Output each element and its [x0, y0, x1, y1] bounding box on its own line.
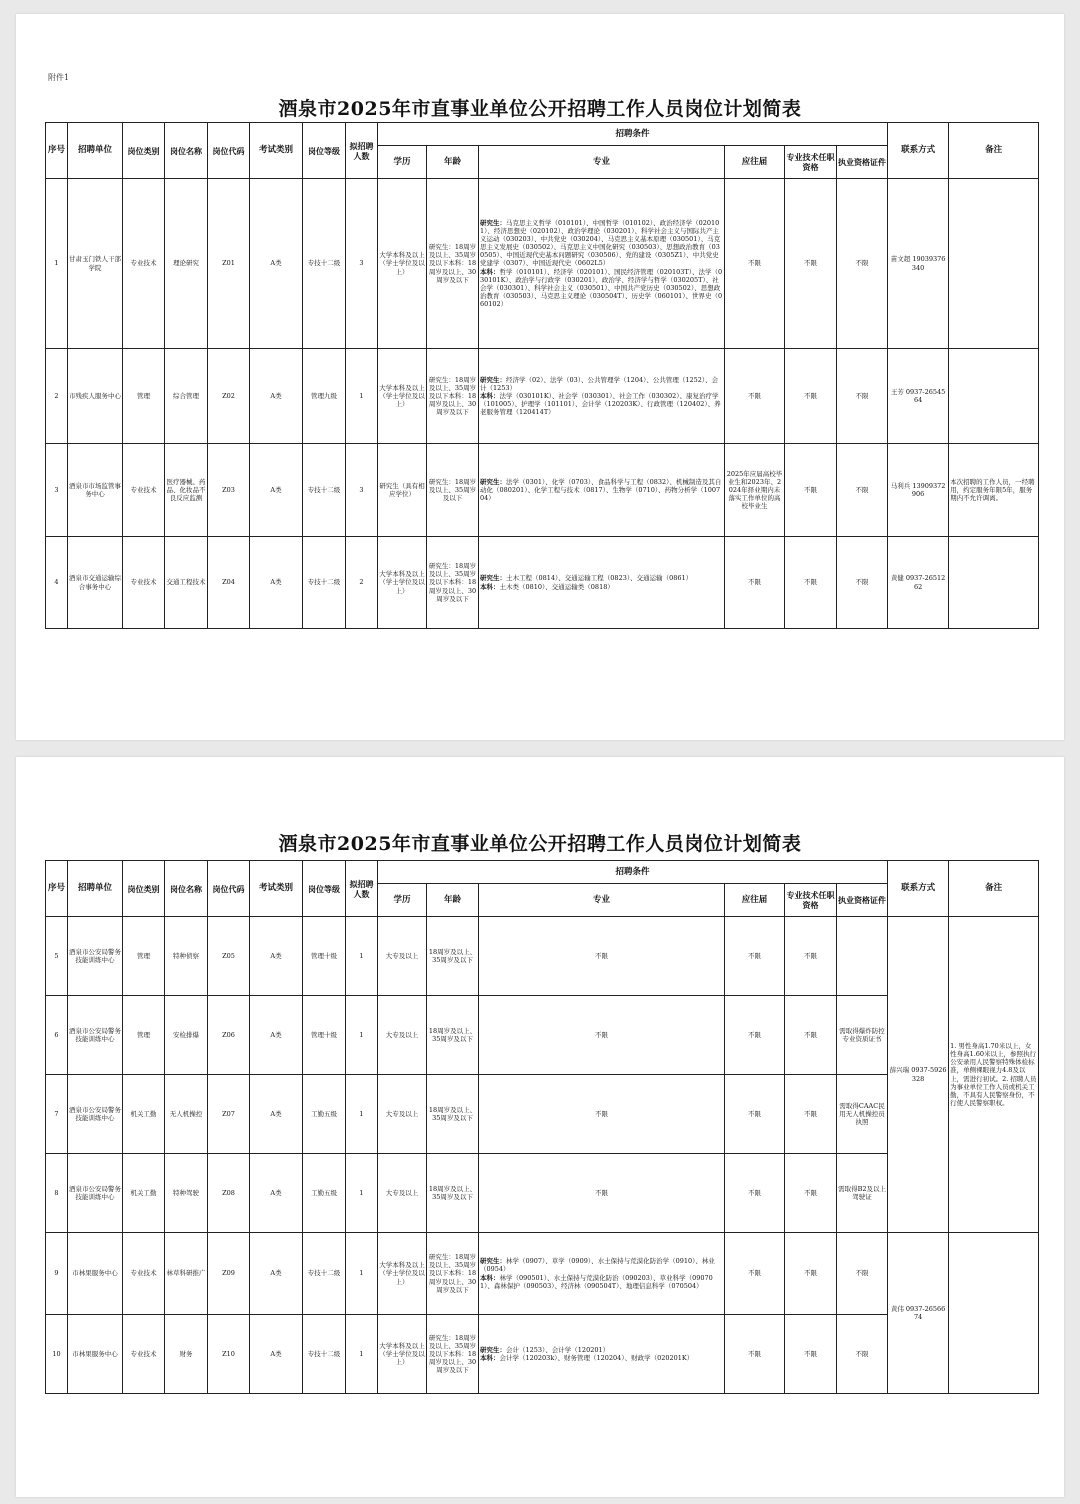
- cell-education: 大专及以上: [378, 1154, 427, 1233]
- cell-name: 特种驾驶: [165, 1154, 208, 1233]
- cell-fresh: 不限: [725, 1315, 785, 1394]
- header-unit: 招聘单位: [68, 861, 123, 917]
- header-category: 岗位类别: [123, 123, 165, 179]
- cell-name: 林草科研推广: [165, 1233, 208, 1315]
- cell-major: [479, 349, 725, 444]
- positions-table-2: [45, 860, 1039, 1394]
- cell-fresh: 不限: [725, 1233, 785, 1315]
- header-education: 学历: [378, 884, 427, 917]
- header-fresh: 应往届: [725, 884, 785, 917]
- cell-remarks: [949, 1233, 1039, 1394]
- cell-education: 研究生（具有相应学位）: [378, 444, 427, 537]
- header-education: 学历: [378, 146, 427, 179]
- cell-fresh: 不限: [725, 996, 785, 1075]
- cell-age: 18周岁及以上、35周岁及以下: [427, 1154, 479, 1233]
- cell-grade: 专技十二级: [303, 1233, 346, 1315]
- major-ug-text: 土木类（0810）、交通运输类（0818）: [499, 582, 614, 591]
- major-grad-label: 研究生：: [480, 477, 506, 486]
- cell-grade: 管理十级: [303, 917, 346, 996]
- cell-name: 综合管理: [165, 349, 208, 444]
- cell-name: 医疗器械、药品、化妆品不良反应监测: [165, 444, 208, 537]
- cell-license: 不限: [837, 179, 888, 349]
- cell-count: 1: [346, 1233, 378, 1315]
- cell-education: 大专及以上: [378, 917, 427, 996]
- cell-seq: 7: [46, 1075, 68, 1154]
- cell-tech-title: 不限: [785, 1154, 837, 1233]
- header-conditions: 招聘条件: [378, 123, 888, 146]
- header-grade: 岗位等级: [303, 123, 346, 179]
- cell-fresh: 2025年应届高校毕业生和2023年、2024年择业期内未落实工作单位的高校毕业生: [725, 444, 785, 537]
- cell-seq: 2: [46, 349, 68, 444]
- cell-name: 特种侦察: [165, 917, 208, 996]
- major-ug-label: 本科：: [480, 582, 500, 591]
- table-row: [46, 537, 1039, 629]
- cell-license: 不限: [837, 349, 888, 444]
- major-grad-text: 林学（0907）、草学（0909）、水土保持与荒漠化防治学（0910）、林业（0954）: [480, 1257, 715, 1274]
- header-code: 岗位代码: [208, 861, 250, 917]
- cell-contact: 黄伟 0937-2656674: [888, 1233, 949, 1394]
- cell-exam: A类: [250, 444, 303, 537]
- cell-grade: 专技十二级: [303, 537, 346, 629]
- document-page-2: [16, 757, 1064, 1497]
- document-page-1: [16, 14, 1064, 740]
- cell-count: 1: [346, 1315, 378, 1394]
- cell-license: [837, 917, 888, 996]
- cell-category: 管理: [123, 917, 165, 996]
- cell-category: 专业技术: [123, 1233, 165, 1315]
- cell-remarks: 本次招聘的工作人员，一经聘用，约定服务年限5年，服务期内不允许调离。: [949, 444, 1039, 537]
- cell-fresh: 不限: [725, 1154, 785, 1233]
- positions-table-1: [45, 122, 1039, 629]
- cell-name: 理论研究: [165, 179, 208, 349]
- cell-license: 不限: [837, 1233, 888, 1315]
- cell-code: Z09: [208, 1233, 250, 1315]
- cell-license: 需取得CAAC民用无人机操控员执照: [837, 1075, 888, 1154]
- cell-age: 研究生：18周岁及以上、35周岁及以下本科：18周岁及以上、30周岁及以下: [427, 1233, 479, 1315]
- header-tech-title: 专业技术任职资格: [785, 884, 837, 917]
- cell-code: Z03: [208, 444, 250, 537]
- cell-age: 研究生：18周岁及以上、35周岁及以下本科：18周岁及以上、30周岁及以下: [427, 349, 479, 444]
- cell-code: Z01: [208, 179, 250, 349]
- cell-grade: 管理十级: [303, 996, 346, 1075]
- cell-education: 大学本科及以上（学士学位及以上）: [378, 1233, 427, 1315]
- cell-fresh: 不限: [725, 1075, 785, 1154]
- cell-age: 研究生：18周岁及以上、35周岁及以下: [427, 444, 479, 537]
- cell-unit: 酒泉市公安局警务技能训练中心: [68, 996, 123, 1075]
- cell-tech-title: 不限: [785, 917, 837, 996]
- cell-tech-title: 不限: [785, 537, 837, 629]
- cell-unit: 酒泉市公安局警务技能训练中心: [68, 917, 123, 996]
- cell-count: 1: [346, 1154, 378, 1233]
- major-grad-label: 研究生：: [480, 1257, 506, 1266]
- cell-license: 不限: [837, 444, 888, 537]
- cell-education: 大专及以上: [378, 1075, 427, 1154]
- cell-education: 大学本科及以上（学士学位及以上）: [378, 179, 427, 349]
- cell-count: 2: [346, 537, 378, 629]
- cell-tech-title: 不限: [785, 1315, 837, 1394]
- table-row: [46, 444, 1039, 537]
- header-conditions: 招聘条件: [378, 861, 888, 884]
- cell-grade: 专技十二级: [303, 179, 346, 349]
- cell-seq: 10: [46, 1315, 68, 1394]
- cell-contact: 马利兵 13909372906: [888, 444, 949, 537]
- major-grad-text: 法学（0301）、化学（0703）、食品科学与工程（0832）、机械制造及其自动化（080201）、化学工程与技术（0817）、生物学（0710）、药物分析学（100704）: [480, 477, 722, 503]
- page-title: 酒泉市2025年市直事业单位公开招聘工作人员岗位计划简表: [278, 98, 802, 120]
- cell-seq: 4: [46, 537, 68, 629]
- cell-tech-title: 不限: [785, 1233, 837, 1315]
- major-grad-text: 经济学（02）、法学（03）、公共管理学（1204）、公共管理（1252）、会计（1253）: [480, 375, 719, 392]
- cell-major: [479, 1315, 725, 1394]
- cell-unit: 酒泉市公安局警务技能训练中心: [68, 1075, 123, 1154]
- cell-seq: 3: [46, 444, 68, 537]
- cell-seq: 5: [46, 917, 68, 996]
- cell-remarks: [949, 179, 1039, 349]
- cell-grade: 专技十二级: [303, 1315, 346, 1394]
- header-unit: 招聘单位: [68, 123, 123, 179]
- cell-count: 1: [346, 1075, 378, 1154]
- header-exam: 考试类别: [250, 861, 303, 917]
- header-contact: 联系方式: [888, 861, 949, 917]
- cell-age: 研究生：18周岁及以上、35周岁及以下本科：18周岁及以上、30周岁及以下: [427, 537, 479, 629]
- header-count: 拟招聘人数: [346, 123, 378, 179]
- cell-code: Z07: [208, 1075, 250, 1154]
- header-license: 执业资格证件: [837, 884, 888, 917]
- header-exam: 考试类别: [250, 123, 303, 179]
- major-ug-label: 本科：: [480, 267, 500, 276]
- header-seq: 序号: [46, 861, 68, 917]
- cell-exam: A类: [250, 1154, 303, 1233]
- cell-seq: 9: [46, 1233, 68, 1315]
- table-row: [46, 179, 1039, 349]
- header-fresh: 应往届: [725, 146, 785, 179]
- cell-grade: 工勤五级: [303, 1154, 346, 1233]
- cell-seq: 8: [46, 1154, 68, 1233]
- cell-code: Z06: [208, 996, 250, 1075]
- cell-tech-title: 不限: [785, 996, 837, 1075]
- header-code: 岗位代码: [208, 123, 250, 179]
- cell-name: 安检排爆: [165, 996, 208, 1075]
- major-grad-text: 土木工程（0814）、交通运输工程（0823）、交通运输（0861）: [506, 574, 693, 583]
- cell-exam: A类: [250, 1075, 303, 1154]
- cell-unit: 酒泉市公安局警务技能训练中心: [68, 1154, 123, 1233]
- cell-code: Z08: [208, 1154, 250, 1233]
- cell-major: 不限: [479, 996, 725, 1075]
- cell-age: 研究生：18周岁及以上、35周岁及以下本科：18周岁及以上、30周岁及以下: [427, 179, 479, 349]
- cell-category: 管理: [123, 349, 165, 444]
- cell-fresh: 不限: [725, 349, 785, 444]
- header-age: 年龄: [427, 146, 479, 179]
- cell-unit: 甘肃玉门铁人干部学院: [68, 179, 123, 349]
- cell-exam: A类: [250, 349, 303, 444]
- cell-tech-title: 不限: [785, 444, 837, 537]
- cell-category: 专业技术: [123, 1315, 165, 1394]
- table-row: [46, 917, 1039, 996]
- major-ug-text: 林学（090501）、水土保持与荒漠化防治（090203）、草业科学（090701）、森林保护（090503）、经济林（090504T）、地理信息科学（070504）: [480, 1273, 713, 1290]
- cell-contact: 苗文超 19039376340: [888, 179, 949, 349]
- cell-tech-title: 不限: [785, 349, 837, 444]
- table-row: [46, 349, 1039, 444]
- cell-remarks: 1. 男性身高1.70米以上，女性身高1.60米以上，参照执行公安录用人民警察特殊体检标准，单侧裸眼视力4.8及以上，需进行初试。2. 招聘人员为事业单位工作人员或机关工勤，不具有人民警察身份，不行使人民警察职权。: [949, 917, 1039, 1233]
- cell-age: 18周岁及以上、35周岁及以下: [427, 1075, 479, 1154]
- header-remarks: 备注: [949, 123, 1039, 179]
- major-grad-label: 研究生：: [480, 218, 506, 227]
- cell-category: 专业技术: [123, 179, 165, 349]
- major-grad-label: 研究生：: [480, 1345, 506, 1354]
- cell-seq: 1: [46, 179, 68, 349]
- cell-contact: 黄健 0937-2651262: [888, 537, 949, 629]
- cell-name: 交通工程技术: [165, 537, 208, 629]
- cell-fresh: 不限: [725, 917, 785, 996]
- cell-exam: A类: [250, 537, 303, 629]
- cell-major: [479, 444, 725, 537]
- cell-major: [479, 1233, 725, 1315]
- major-ug-text: 会计学（120203k）、财务管理（120204）、财政学（020201K）: [499, 1354, 694, 1362]
- cell-fresh: 不限: [725, 179, 785, 349]
- cell-grade: 专技十二级: [303, 444, 346, 537]
- cell-exam: A类: [250, 1233, 303, 1315]
- cell-major: [479, 537, 725, 629]
- cell-count: 1: [346, 996, 378, 1075]
- cell-major: 不限: [479, 1154, 725, 1233]
- cell-exam: A类: [250, 1315, 303, 1394]
- header-category: 岗位类别: [123, 861, 165, 917]
- header-license: 执业资格证件: [837, 146, 888, 179]
- cell-exam: A类: [250, 179, 303, 349]
- cell-category: 专业技术: [123, 537, 165, 629]
- header-major: 专业: [479, 146, 725, 179]
- cell-code: Z04: [208, 537, 250, 629]
- cell-count: 1: [346, 349, 378, 444]
- cell-category: 机关工勤: [123, 1075, 165, 1154]
- cell-count: 3: [346, 444, 378, 537]
- attachment-label: 附件1: [48, 73, 70, 82]
- cell-grade: 工勤五级: [303, 1075, 346, 1154]
- cell-count: 3: [346, 179, 378, 349]
- cell-tech-title: 不限: [785, 179, 837, 349]
- cell-fresh: 不限: [725, 537, 785, 629]
- cell-tech-title: 不限: [785, 1075, 837, 1154]
- major-ug-text: 法学（030101K）、社会学（030301）、社会工作（030302）、康复治疗学（101005）、护理学（101101）、会计学（120203K）、行政管理（120402）、养老服务管理（120414T）: [480, 391, 721, 417]
- cell-unit: 市残疾人服务中心: [68, 349, 123, 444]
- major-grad-text: 马克思主义哲学（010101）、中国哲学（010102）、政治经济学（020101）、经济思想史（020102）、政治学理论（030201）、科学社会主义与国际共产主义运动（030203）、中共党史（030204）、马克思主义基本原理（030501）、马克思主义发展史（030502）、马克思主义中国化研究（030503）、思想政治教育（030505）、中国近现代史基本问题研究（030506）、党的建设（0305Z1）、中共党史党建学（0307）、中国近现代史（0602L5）: [480, 218, 721, 268]
- cell-unit: 酒泉市交通运输综合事务中心: [68, 537, 123, 629]
- header-major: 专业: [479, 884, 725, 917]
- cell-education: 大学本科及以上（学士学位及以上）: [378, 1315, 427, 1394]
- cell-license: 不限: [837, 537, 888, 629]
- cell-major: 不限: [479, 917, 725, 996]
- cell-age: 18周岁及以上、35周岁及以下: [427, 917, 479, 996]
- cell-education: 大专及以上: [378, 996, 427, 1075]
- cell-category: 管理: [123, 996, 165, 1075]
- cell-unit: 市林果服务中心: [68, 1315, 123, 1394]
- header-grade: 岗位等级: [303, 861, 346, 917]
- cell-name: 无人机操控: [165, 1075, 208, 1154]
- header-age: 年龄: [427, 884, 479, 917]
- cell-license: 不限: [837, 1315, 888, 1394]
- cell-remarks: [949, 537, 1039, 629]
- cell-exam: A类: [250, 917, 303, 996]
- cell-contact: 薛兴瑞 0937-5926328: [888, 917, 949, 1233]
- cell-major: [479, 179, 725, 349]
- page-title: 酒泉市2025年市直事业单位公开招聘工作人员岗位计划简表: [278, 833, 802, 855]
- cell-seq: 6: [46, 996, 68, 1075]
- cell-license: 需取得B2及以上驾驶证: [837, 1154, 888, 1233]
- cell-code: Z05: [208, 917, 250, 996]
- major-grad-label: 研究生：: [480, 375, 506, 384]
- header-name: 岗位名称: [165, 861, 208, 917]
- header-name: 岗位名称: [165, 123, 208, 179]
- table-row: [46, 1233, 1039, 1315]
- cell-age: 研究生：18周岁及以上、35周岁及以下本科：18周岁及以上、30周岁及以下: [427, 1315, 479, 1394]
- cell-major: 不限: [479, 1075, 725, 1154]
- cell-grade: 管理九级: [303, 349, 346, 444]
- cell-age: 18周岁及以上、35周岁及以下: [427, 996, 479, 1075]
- cell-code: Z02: [208, 349, 250, 444]
- major-ug-label: 本科：: [480, 1354, 500, 1362]
- major-ug-label: 本科：: [480, 391, 500, 400]
- major-ug-label: 本科：: [480, 1273, 500, 1282]
- cell-code: Z10: [208, 1315, 250, 1394]
- header-contact: 联系方式: [888, 123, 949, 179]
- cell-education: 大学本科及以上（学士学位及以上）: [378, 349, 427, 444]
- cell-license: 需取得爆炸防控专业资质证书: [837, 996, 888, 1075]
- header-remarks: 备注: [949, 861, 1039, 917]
- major-grad-label: 研究生：: [480, 574, 506, 583]
- major-ug-text: 哲学（010101）、经济学（020101）、国民经济管理（020103T）、法学（030101K）、政治学与行政学（030201）、政治学、经济学与哲学（030205T）、社会学（030301）、科学社会主义（030501）、中国共产党历史（030502）、思想政治教育（030503）、马克思主义理论（030504T）、历史学（060101）、世界史（060102）: [480, 267, 723, 309]
- cell-unit: 市林果服务中心: [68, 1233, 123, 1315]
- header-count: 拟招聘人数: [346, 861, 378, 917]
- cell-contact: 王芳 0937-2654564: [888, 349, 949, 444]
- header-seq: 序号: [46, 123, 68, 179]
- cell-remarks: [949, 349, 1039, 444]
- cell-category: 机关工勤: [123, 1154, 165, 1233]
- cell-unit: 酒泉市市场监管事务中心: [68, 444, 123, 537]
- cell-exam: A类: [250, 996, 303, 1075]
- header-tech-title: 专业技术任职资格: [785, 146, 837, 179]
- cell-category: 专业技术: [123, 444, 165, 537]
- major-grad-text: 会计（1253）、会计学（120201）: [506, 1345, 610, 1354]
- cell-count: 1: [346, 917, 378, 996]
- cell-education: 大学本科及以上（学士学位及以上）: [378, 537, 427, 629]
- cell-name: 财务: [165, 1315, 208, 1394]
